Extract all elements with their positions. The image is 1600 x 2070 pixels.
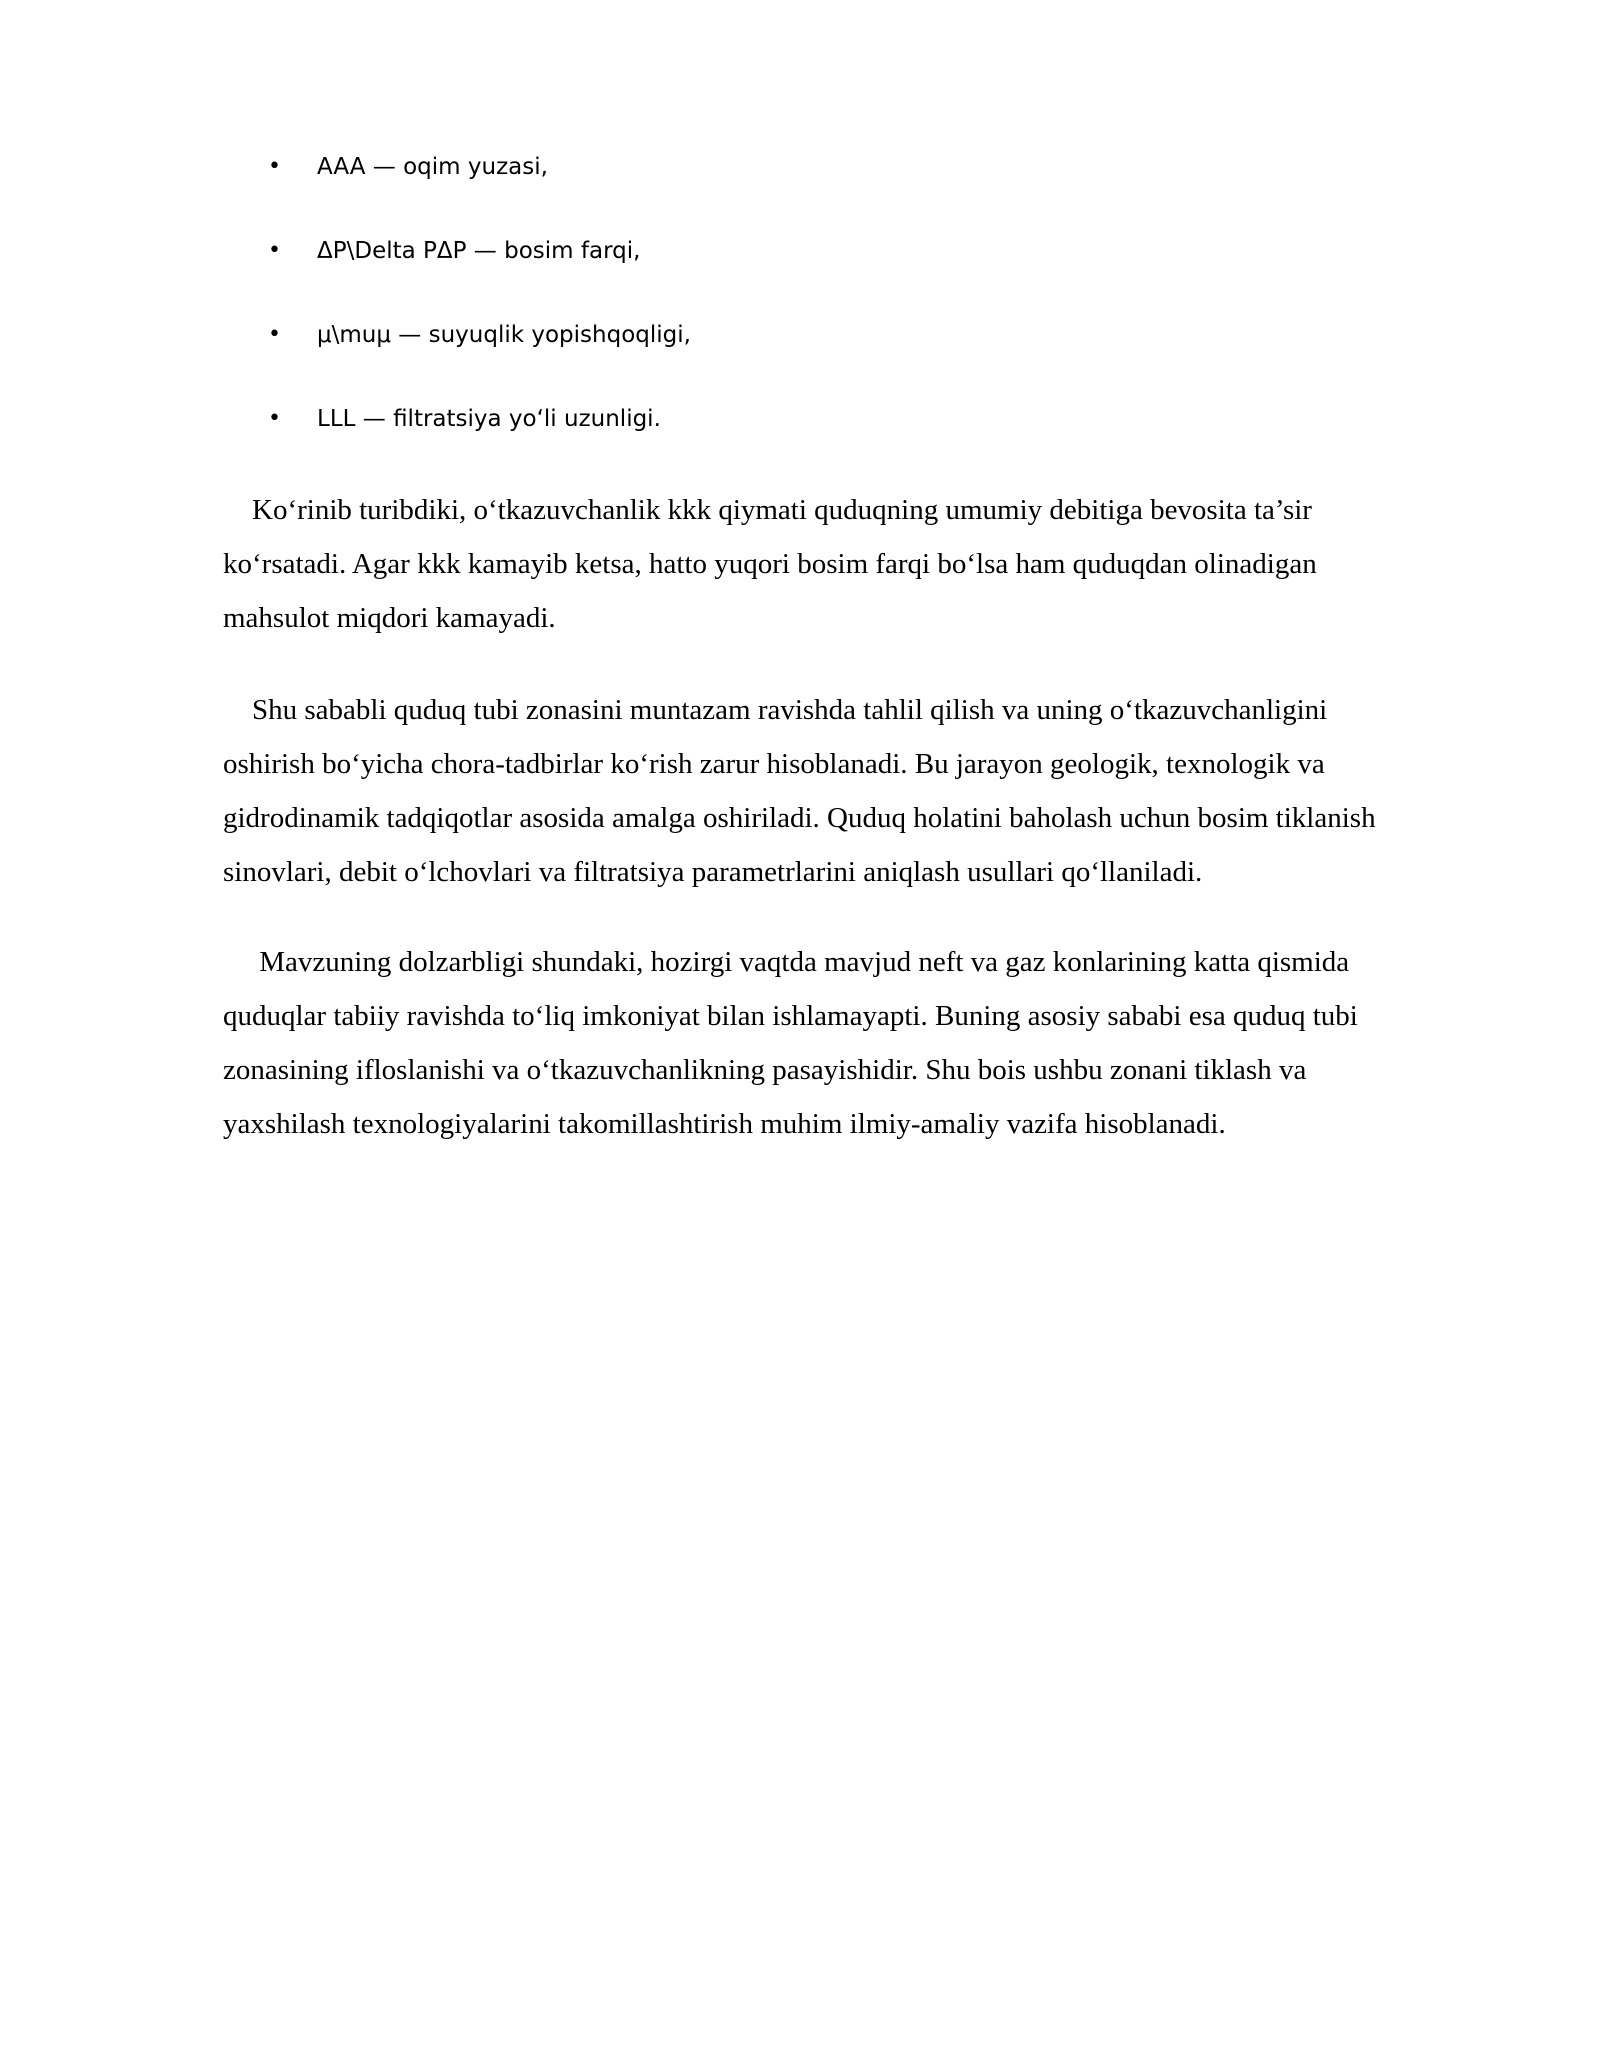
list-item-text: AAA — oqim yuzasi,: [317, 154, 548, 180]
paragraph-line: Mavzuning dolzarbligi shundaki, hozirgi vaqtda mavjud neft va gaz konlarining katta qismida: [223, 946, 1350, 978]
paragraph-line: Shu sababli quduq tubi zonasini muntazam ravishda tahlil qilish va uning o‘tkazuvchanligini: [223, 694, 1328, 726]
bullet-icon: •: [268, 406, 281, 431]
paragraph-line: ko‘rsatadi. Agar kkk kamayib ketsa, hatto yuqori bosim farqi bo‘lsa ham quduqdan olinadigan: [223, 548, 1317, 580]
paragraph-line: gidrodinamik tadqiqotlar asosida amalga oshiriladi. Quduq holatini baholash uchun bosim tiklanish: [223, 802, 1376, 834]
bullet-icon: •: [268, 322, 281, 347]
paragraph-line: zonasining ifloslanishi va o‘tkazuvchanlikning pasayishidir. Shu bois ushbu zonani tiklash va: [223, 1054, 1307, 1086]
paragraph-line: mahsulot miqdori kamayadi.: [223, 602, 556, 634]
body-paragraph: [223, 483, 1473, 645]
list-item-text: LLL — filtratsiya yo‘li uzunligi.: [317, 406, 661, 432]
body-paragraph: [223, 683, 1473, 899]
bullet-icon: •: [268, 154, 281, 179]
paragraph-line: yaxshilash texnologiyalarini takomillashtirish muhim ilmiy-amaliy vazifa hisoblanadi.: [223, 1108, 1226, 1140]
paragraph-line: quduqlar tabiiy ravishda to‘liq imkoniyat bilan ishlamayapti. Buning asosiy sababi esa quduq tubi: [223, 1000, 1358, 1032]
list-item-text: μ\muμ — suyuqlik yopishqoqligi,: [317, 322, 691, 348]
paragraph-line: sinovlari, debit o‘lchovlari va filtratsiya parametrlarini aniqlash usullari qo‘llaniladi.: [223, 856, 1203, 888]
paragraph-line: Ko‘rinib turibdiki, o‘tkazuvchanlik kkk qiymati quduqning umumiy debitiga bevosita ta’sir: [223, 494, 1312, 526]
body-paragraph: [223, 935, 1473, 1151]
paragraph-line: oshirish bo‘yicha chora-tadbirlar ko‘rish zarur hisoblanadi. Bu jarayon geologik, texnologik va: [223, 748, 1325, 780]
list-item-text: ΔP\Delta PΔP — bosim farqi,: [317, 238, 641, 264]
bullet-icon: •: [268, 238, 281, 263]
